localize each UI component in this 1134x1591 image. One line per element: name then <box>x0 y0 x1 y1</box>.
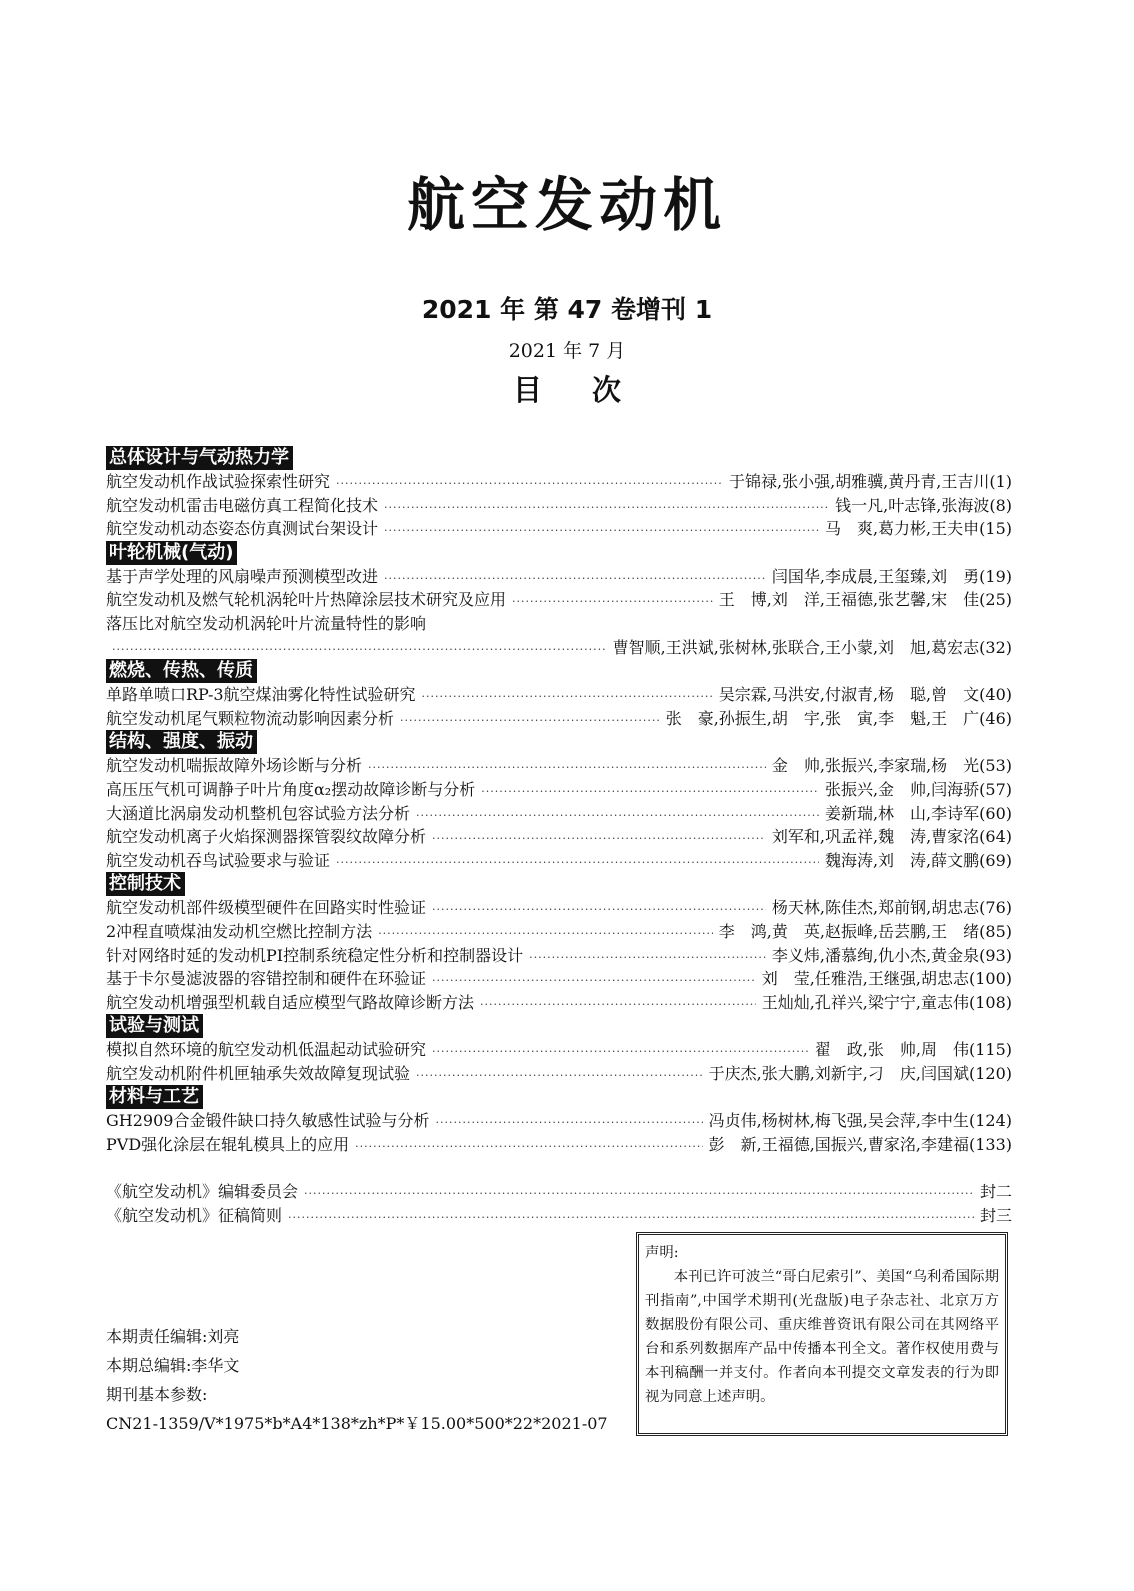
section-header <box>106 1014 1012 1038</box>
dot-leader <box>432 898 766 922</box>
entry-authors-page: 吴宗霖,马洪安,付淑青,杨 聪,曾 文(40) <box>718 685 1012 705</box>
section-header <box>106 1085 1012 1109</box>
params-label: 期刊基本参数: <box>106 1385 208 1404</box>
toc-entry[interactable] <box>106 1133 1012 1157</box>
entry-title: 单路单喷口RP-3航空煤油雾化特性试验研究 <box>106 685 416 705</box>
statement-body: 本刊已许可波兰“哥白尼索引”、美国“乌利希国际期刊指南”,中国学术期刊(光盘版)电子杂志社、北京万方数据股份有限公司、重庆维普资讯有限公司在其网络平台和系列数据库产品中传播本刊全文。著作权使用费与本刊稿酬一并支付。作者向本刊提交文章发表的行为即视为同意上述声明。 <box>645 1269 999 1405</box>
entry-authors-page: 翟 政,张 帅,周 伟(115) <box>814 1040 1012 1060</box>
entry-title: 高压压气机可调静子叶片角度α₂摆动故障诊断与分析 <box>106 779 476 799</box>
entry-authors-page: 李义炜,潘慕绚,仇小杰,黄金泉(93) <box>771 945 1012 965</box>
extra-title: 《航空发动机》编辑委员会 <box>106 1182 299 1201</box>
section-label: 总体设计与气动热力学 <box>106 446 293 470</box>
entry-authors-page: 魏海涛,刘 涛,薛文鹏(69) <box>824 850 1012 870</box>
entry-authors-page: 李 鸿,黄 英,赵振峰,岳芸鹏,王 绪(85) <box>718 921 1012 941</box>
dot-leader <box>400 709 660 733</box>
toc-entry[interactable] <box>106 1038 1012 1062</box>
journal-title: 航空发动机 <box>406 171 727 239</box>
dot-leader <box>112 638 607 662</box>
section-header <box>106 659 1012 683</box>
toc-entry[interactable] <box>106 778 1012 802</box>
extra-page: 封三 <box>979 1205 1012 1225</box>
dot-leader <box>416 1064 703 1088</box>
extra-page: 封二 <box>979 1182 1012 1201</box>
entry-authors-page: 冯贞伟,杨树林,梅飞强,吴会萍,李中生(124) <box>708 1111 1012 1131</box>
dot-leader <box>384 496 829 520</box>
toc-entry[interactable] <box>106 1109 1012 1133</box>
journal-params: CN21-1359/V*1975*b*A4*138*zh*P*￥15.00*500*22*2021-07 <box>106 1414 608 1433</box>
entry-authors-page: 闫国华,李成晨,王玺臻,刘 勇(19) <box>771 566 1012 586</box>
dot-leader <box>422 685 713 709</box>
entry-authors-page: 杨天林,陈佳杰,郑前钢,胡忠志(76) <box>771 898 1012 918</box>
dot-leader <box>529 946 766 970</box>
entry-authors-page: 王灿灿,孔祥兴,梁宁宁,童志伟(108) <box>761 992 1012 1012</box>
dot-leader <box>368 756 766 780</box>
copyright-statement-box <box>636 1232 1008 1436</box>
dot-leader <box>432 827 766 851</box>
entry-authors-page: 于庆杰,张大鹏,刘新宇,刁 庆,闫国斌(120) <box>708 1063 1012 1083</box>
dot-leader <box>384 519 819 543</box>
dot-leader <box>480 993 756 1017</box>
toc-entry[interactable] <box>106 683 1012 707</box>
toc-entry[interactable] <box>106 565 1012 589</box>
entry-title: 航空发动机喘振故障外场诊断与分析 <box>106 756 363 776</box>
dot-leader <box>384 567 766 591</box>
section-header <box>106 872 1012 896</box>
toc-entry[interactable] <box>106 825 1012 849</box>
entry-title: 航空发动机附件机匣轴承失效故障复现试验 <box>106 1063 411 1083</box>
entry-title: 航空发动机动态姿态仿真测试台架设计 <box>106 519 379 539</box>
toc-heading: 目次 <box>512 373 671 407</box>
entry-title: 航空发动机吞鸟试验要求与验证 <box>106 850 331 870</box>
section-label: 试验与测试 <box>106 1014 203 1038</box>
entry-authors-page: 曹智顺,王洪斌,张树林,张联合,王小蒙,刘 旭,葛宏志(32) <box>612 637 1012 657</box>
dot-leader <box>304 1182 974 1206</box>
entry-authors-page: 王 博,刘 洋,王福德,张艺馨,宋 佳(25) <box>718 590 1012 610</box>
entry-authors-page: 张 豪,孙振生,胡 宇,张 寅,李 魁,王 广(46) <box>665 708 1012 728</box>
toc-entry[interactable] <box>106 967 1012 991</box>
entry-authors-page: 张振兴,金 帅,闫海骄(57) <box>824 779 1012 799</box>
extra-entries <box>106 1180 1012 1227</box>
entry-title: 航空发动机作战试验探索性研究 <box>106 472 331 491</box>
entry-title: 航空发动机离子火焰探测器探管裂纹故障分析 <box>106 827 427 847</box>
toc-entry[interactable] <box>106 612 1012 636</box>
entry-authors-page: 金 帅,张振兴,李家瑞,杨 光(53) <box>771 756 1012 776</box>
issue-line: 2021 年 第 47 卷增刊 1 <box>421 295 713 324</box>
entry-authors-page: 于锦禄,张小强,胡雅骥,黄丹青,王吉川(1) <box>728 472 1012 491</box>
entry-title: GH2909合金锻件缺口持久敏感性试验与分析 <box>106 1111 430 1131</box>
entry-title: 2冲程直喷煤油发动机空燃比控制方法 <box>106 921 373 941</box>
issue-info <box>106 1322 608 1438</box>
entry-title: 航空发动机及燃气轮机涡轮叶片热障涂层技术研究及应用 <box>106 590 507 610</box>
toc-entry[interactable] <box>106 517 1012 541</box>
section-label: 控制技术 <box>106 872 185 896</box>
toc-entry[interactable] <box>106 944 1012 968</box>
section-header <box>106 730 1012 754</box>
entry-title: 航空发动机雷击电磁仿真工程简化技术 <box>106 495 379 515</box>
extra-entry[interactable] <box>106 1180 1012 1204</box>
entry-title: PVD强化涂层在辊轧模具上的应用 <box>106 1135 350 1155</box>
toc-entry[interactable] <box>106 896 1012 920</box>
dot-leader <box>378 922 713 946</box>
section-label: 结构、强度、振动 <box>106 730 257 754</box>
chief-editor: 本期总编辑:李华文 <box>106 1356 240 1375</box>
entry-authors-page: 刘军和,巩孟祥,魏 涛,曹家洺(64) <box>771 827 1012 847</box>
dot-leader <box>432 969 756 993</box>
statement-title: 声明: <box>645 1245 679 1261</box>
section-header <box>106 541 1012 565</box>
entry-title: 落压比对航空发动机涡轮叶片流量特性的影响 <box>106 613 427 633</box>
extra-title: 《航空发动机》征稿简则 <box>106 1205 283 1225</box>
responsible-editor: 本期责任编辑:刘亮 <box>106 1327 240 1346</box>
dot-leader <box>512 590 713 614</box>
entry-title: 航空发动机尾气颗粒物流动影响因素分析 <box>106 708 395 728</box>
dot-leader <box>288 1206 974 1230</box>
dot-leader <box>435 1111 702 1135</box>
entry-authors-page: 姜新瑞,林 山,李诗军(60) <box>824 803 1012 823</box>
extra-entry[interactable] <box>106 1204 1012 1228</box>
entry-title: 航空发动机部件级模型硬件在回路实时性验证 <box>106 898 427 918</box>
entry-authors-page: 马 爽,葛力彬,王夫申(15) <box>824 519 1012 539</box>
toc-entry[interactable] <box>106 1062 1012 1086</box>
toc-entry[interactable] <box>106 920 1012 944</box>
section-label: 材料与工艺 <box>106 1085 203 1109</box>
dot-leader <box>336 472 723 496</box>
toc-entry[interactable] <box>106 802 1012 826</box>
toc-entry[interactable] <box>106 494 1012 518</box>
section-label: 叶轮机械(气动) <box>106 541 237 565</box>
toc-entry[interactable] <box>106 588 1012 612</box>
entry-title: 针对网络时延的发动机PI控制系统稳定性分析和控制器设计 <box>106 945 524 965</box>
entry-authors-page: 彭 新,王福德,国振兴,曹家洺,李建福(133) <box>708 1135 1012 1155</box>
toc-entry[interactable] <box>106 636 1012 660</box>
dot-leader <box>416 804 819 828</box>
dot-leader <box>355 1135 702 1159</box>
section-label: 燃烧、传热、传质 <box>106 659 257 683</box>
entry-title: 基于卡尔曼滤波器的容错控制和硬件在环验证 <box>106 969 427 989</box>
entry-title: 基于声学处理的风扇噪声预测模型改进 <box>106 566 379 586</box>
toc-entry[interactable] <box>106 754 1012 778</box>
toc-entry[interactable] <box>106 991 1012 1015</box>
dot-leader <box>432 1040 809 1064</box>
entry-authors-page: 钱一凡,叶志锋,张海波(8) <box>835 495 1012 515</box>
entry-title: 大涵道比涡扇发动机整机包容试验方法分析 <box>106 803 411 823</box>
toc-entry[interactable] <box>106 707 1012 731</box>
entry-title: 模拟自然环境的航空发动机低温起动试验研究 <box>106 1040 427 1060</box>
toc-entry[interactable] <box>106 849 1012 873</box>
section-header <box>106 446 1012 470</box>
date-line: 2021 年 7 月 <box>508 340 626 362</box>
toc-entry[interactable] <box>106 470 1012 494</box>
dot-leader <box>336 851 819 875</box>
table-of-contents <box>106 446 1012 1157</box>
entry-title: 航空发动机增强型机载自适应模型气路故障诊断方法 <box>106 992 475 1012</box>
dot-leader <box>481 780 819 804</box>
entry-authors-page: 刘 莹,任雅浩,王继强,胡忠志(100) <box>761 969 1012 989</box>
